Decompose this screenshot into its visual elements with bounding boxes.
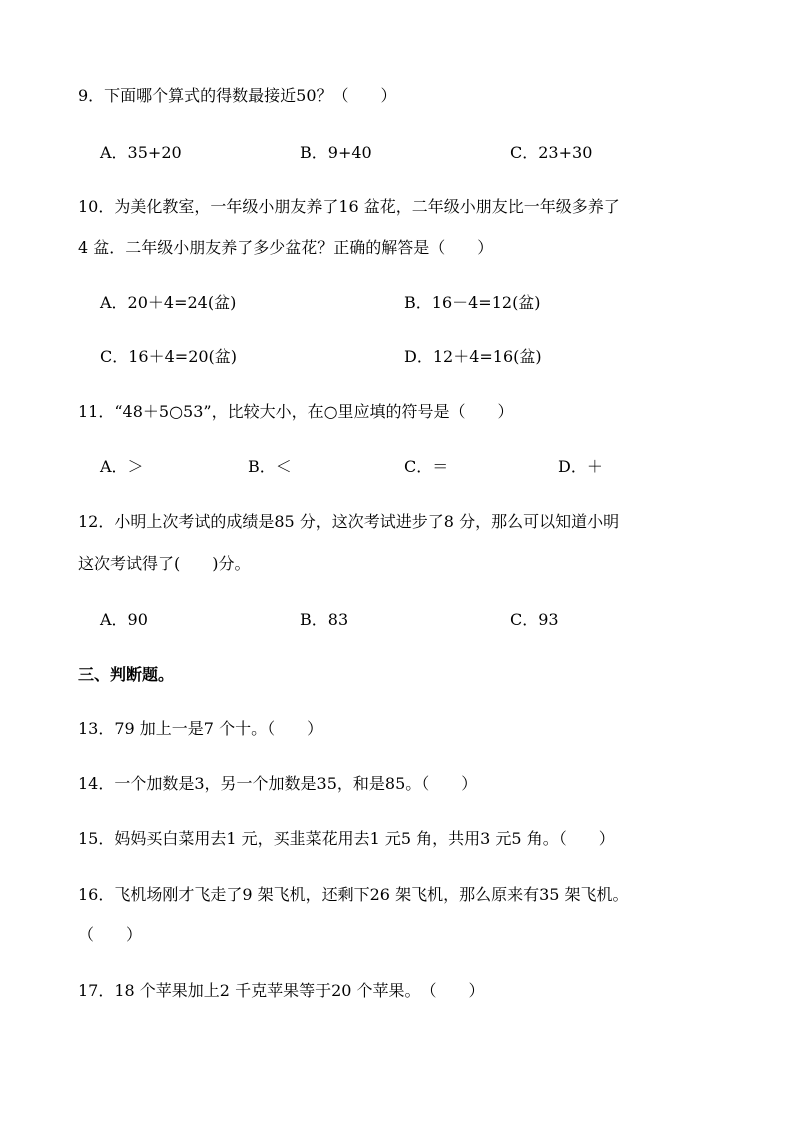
q11-option-c: C．＝ (404, 457, 449, 476)
q11-option-a: A．＞ (100, 457, 144, 476)
question-12-line-1: 12．小明上次考试的成绩是85 分，这次考试进步了8 分，那么可以知道小明 (78, 512, 620, 531)
q10-option-c: C．16＋4=20(盆) (100, 347, 238, 366)
question-12-line-2: 这次考试得了( )分。 (78, 554, 251, 573)
question-15: 15．妈妈买白菜用去1 元，买韭菜花用去1 元5 角，共用3 元5 角。（ ） (78, 829, 615, 848)
question-16-line-1: 16．飞机场刚才飞走了9 架飞机，还剩下26 架飞机，那么原来有35 架飞机。 (78, 885, 629, 904)
q12-option-c: C．93 (510, 610, 559, 629)
q11-option-b: B．＜ (248, 457, 292, 476)
question-10-line-1: 10．为美化教室，一年级小朋友养了16 盆花，二年级小朋友比一年级多养了 (78, 197, 620, 216)
q10-option-d: D．12＋4=16(盆) (404, 347, 542, 366)
q9-option-c: C．23+30 (510, 143, 593, 162)
question-9: 9．下面哪个算式的得数最接近50？（ ） (78, 86, 397, 105)
question-17: 17．18 个苹果加上2 千克苹果等于20 个苹果。 （ ） (78, 981, 485, 1000)
q10-option-a: A．20＋4=24(盆) (100, 293, 237, 312)
q11-option-d: D．＋ (558, 457, 603, 476)
question-14: 14．一个加数是3，另一个加数是35，和是85。（ ） (78, 774, 478, 793)
section-3-heading: 三、判断题。 (78, 665, 175, 684)
q9-option-b: B．9+40 (300, 143, 372, 162)
q10-option-b: B．16－4=12(盆) (404, 293, 541, 312)
question-10-line-2: 4 盆．二年级小朋友养了多少盆花？正确的解答是（ ） (78, 238, 494, 257)
question-11: 11．“48＋5○53”，比较大小，在○里应填的符号是（ ） (78, 402, 514, 421)
q12-option-a: A．90 (100, 610, 148, 629)
q12-option-b: B．83 (300, 610, 349, 629)
q9-option-a: A．35+20 (100, 143, 182, 162)
question-16-line-2: （ ） (78, 925, 143, 944)
question-13: 13．79 加上一是7 个十。（ ） (78, 719, 324, 738)
